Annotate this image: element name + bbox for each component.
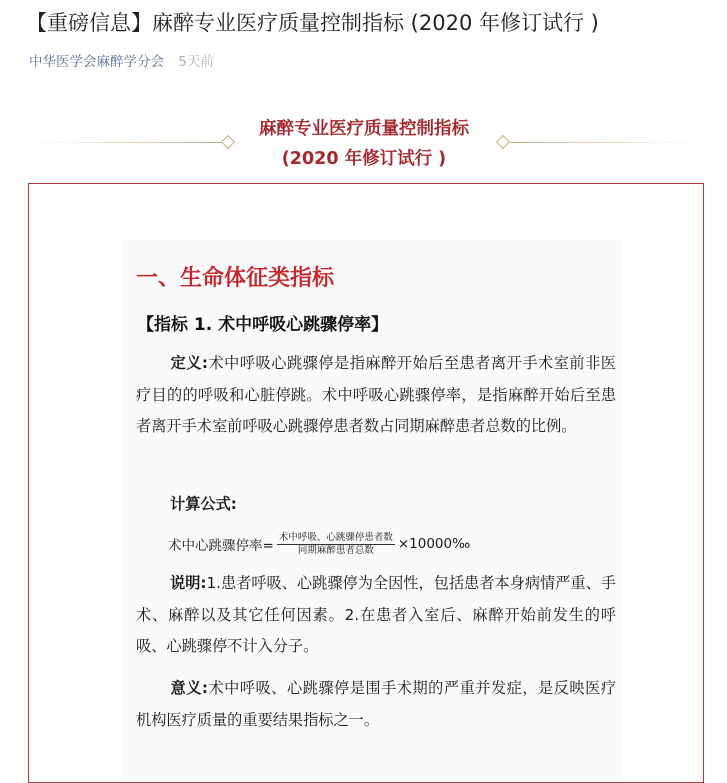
section-heading: 一、生命体征类指标 bbox=[136, 266, 335, 291]
note-text: 1.患者呼吸、心跳骤停为全因性，包括患者本身病情严重、手术、麻醉以及其它任何因素。2.在患者入室后、麻醉开始前发生的呼吸、心跳骤停不计入分子。 bbox=[136, 574, 616, 655]
significance-text: 术中呼吸、心跳骤停是围手术期的严重并发症，是反映医疗机构医疗质量的重要结果指标之一。 bbox=[136, 679, 616, 729]
formula-fraction bbox=[277, 532, 395, 557]
publish-time: 5天前 bbox=[178, 54, 214, 70]
banner-divider-left bbox=[28, 142, 222, 143]
formula-denominator: 同期麻醉患者总数 bbox=[297, 544, 374, 556]
significance-label: 意义: bbox=[170, 679, 208, 697]
article-source-link[interactable]: 中华医学会麻醉学分会 bbox=[29, 54, 164, 70]
formula-multiplier: ×10000‰ bbox=[397, 536, 471, 552]
banner-divider-right bbox=[510, 142, 698, 143]
definition-paragraph bbox=[136, 348, 616, 443]
significance-paragraph bbox=[136, 673, 616, 736]
formula bbox=[168, 527, 470, 561]
definition-text: 术中呼吸心跳骤停是指麻醉开始后至患者离开手术室前非医疗目的的呼吸和心脏停跳。术中呼吸心跳骤停率，是指麻醉开始后至患者离开手术室前呼吸心跳骤停患者数占同期麻醉患者总数的比例。 bbox=[136, 354, 616, 435]
article-title: 【重磅信息】麻醉专业医疗质量控制指标 (2020 年修订试行 ) bbox=[26, 11, 599, 35]
note-label: 说明: bbox=[170, 574, 207, 592]
definition-label: 定义: bbox=[170, 354, 208, 372]
formula-label: 计算公式: bbox=[170, 495, 237, 513]
banner-title-line1: 麻醉专业医疗质量控制指标 bbox=[259, 119, 469, 139]
indicator-title: 【指标 1. 术中呼吸心跳骤停率】 bbox=[137, 315, 389, 335]
banner-title-line2: (2020 年修订试行 ) bbox=[281, 149, 447, 169]
article-meta bbox=[29, 52, 214, 72]
formula-lhs: 术中心跳骤停率= bbox=[168, 538, 274, 554]
banner-diamond-right bbox=[496, 135, 510, 149]
note-paragraph bbox=[136, 568, 616, 663]
formula-numerator: 术中呼吸、心跳骤停患者数 bbox=[278, 531, 393, 543]
